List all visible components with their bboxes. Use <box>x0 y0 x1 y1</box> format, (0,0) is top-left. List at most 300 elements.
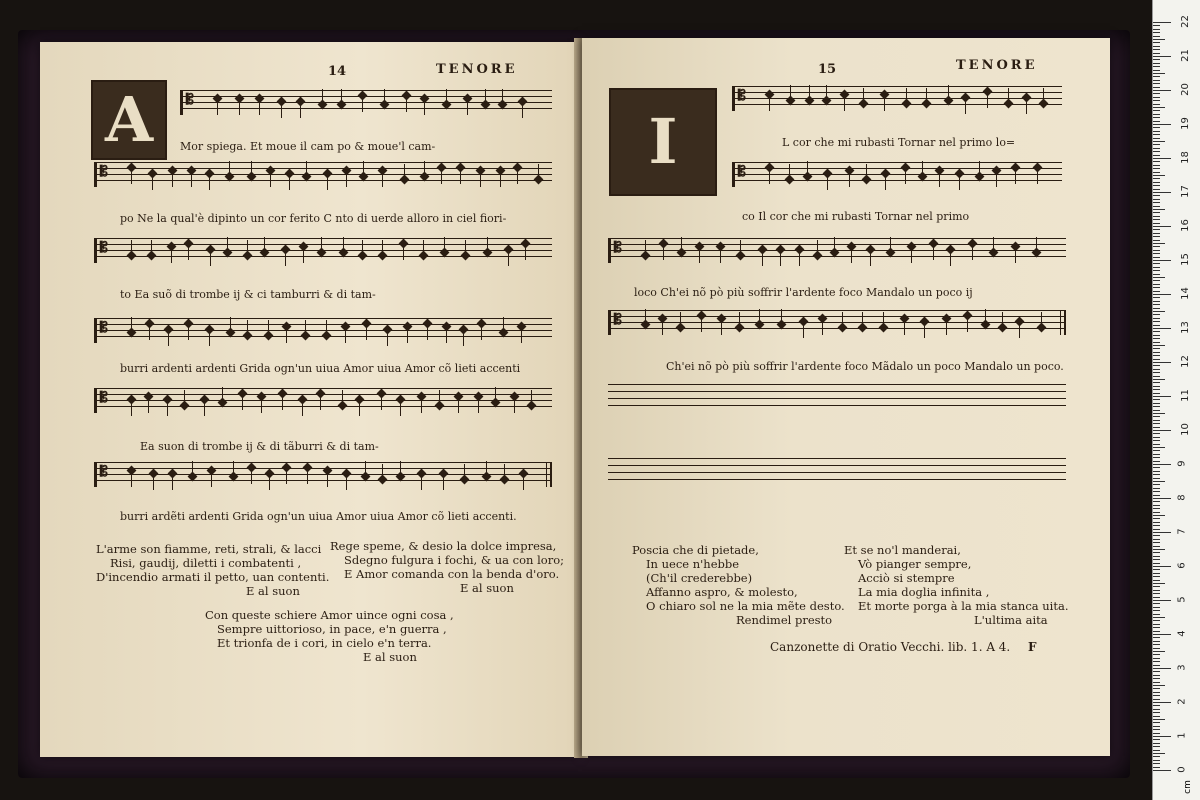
ruler-tick <box>1153 393 1160 394</box>
ruler-tick <box>1153 168 1160 169</box>
note-stem <box>439 390 440 404</box>
note-stem <box>503 317 504 331</box>
ruler-tick <box>1153 226 1171 227</box>
note-stem <box>423 240 424 254</box>
note-stem <box>842 312 843 326</box>
note-stem <box>769 97 770 111</box>
note-stem <box>446 329 447 343</box>
ruler-tick <box>1153 552 1160 553</box>
note-stem <box>1043 88 1044 102</box>
ruler-tick <box>1153 474 1160 475</box>
ruler-tick <box>1153 699 1160 700</box>
note-stem <box>167 402 168 416</box>
ruler-tick <box>1153 491 1160 492</box>
ruler-label: 13 <box>1179 321 1191 334</box>
ruler-label: 7 <box>1176 528 1188 535</box>
ruler-tick <box>1153 199 1160 200</box>
ruler-tick <box>1153 600 1171 601</box>
ruler-tick <box>1153 464 1171 465</box>
ruler-label: 16 <box>1179 219 1191 232</box>
c-clef-icon: 𝄡 <box>738 88 746 104</box>
ruler-tick <box>1153 746 1160 747</box>
left-page-number: 14 <box>328 64 347 79</box>
ruler-tick <box>1153 297 1160 298</box>
ruler-label: 15 <box>1179 253 1191 266</box>
note-stem <box>151 240 152 254</box>
ruler-tick <box>1153 192 1171 193</box>
ruler-tick <box>1153 501 1160 502</box>
note-stem <box>400 402 401 416</box>
c-clef-icon: 𝄡 <box>100 464 108 480</box>
ruler-tick <box>1153 610 1160 611</box>
ruler-tick <box>1153 59 1160 60</box>
right-stanza-2: Et se no'l manderai, Vò pianger sempre, Acciò si stempre La mia doglia infinita , Et morte porga à la mia stanca uita. L'ultima aita <box>844 543 1069 627</box>
ruler-tick <box>1153 753 1165 754</box>
note-stem <box>481 326 482 340</box>
note-stem <box>500 173 501 187</box>
left-staff-6 <box>94 462 552 486</box>
note-stem <box>911 249 912 263</box>
ruler-tick <box>1153 93 1160 94</box>
ruler-tick <box>1153 338 1160 339</box>
note-stem <box>781 309 782 323</box>
note-stem <box>222 387 223 401</box>
ruler-tick <box>1153 634 1171 635</box>
note-stem <box>305 320 306 334</box>
ruler-tick <box>1153 246 1160 247</box>
ruler-tick <box>1153 165 1160 166</box>
ruler-tick <box>1153 36 1160 37</box>
ruler-tick <box>1153 365 1160 366</box>
ruler-tick <box>1153 668 1171 669</box>
note-stem <box>282 396 283 410</box>
ruler-tick <box>1153 512 1160 513</box>
ruler-tick <box>1153 729 1160 730</box>
ruler-tick <box>1153 250 1160 251</box>
note-stem <box>382 173 383 187</box>
ruler-tick <box>1153 495 1160 496</box>
ruler-tick <box>1153 525 1160 526</box>
note-stem <box>508 252 509 266</box>
ruler-label: 2 <box>1176 698 1188 705</box>
ruler-tick <box>1153 189 1160 190</box>
ruler-tick <box>1153 593 1160 594</box>
ruler-tick <box>1153 576 1160 577</box>
note-stem <box>460 170 461 184</box>
note-stem <box>1015 170 1016 184</box>
ruler-tick <box>1153 182 1160 183</box>
ruler-tick <box>1153 423 1160 424</box>
note-stem <box>268 320 269 334</box>
ruler-tick <box>1153 433 1160 434</box>
ruler-tick <box>1153 478 1160 479</box>
ruler-tick <box>1153 658 1160 659</box>
ruler-tick <box>1153 42 1160 43</box>
ruler-label: 9 <box>1176 460 1188 467</box>
ruler-tick <box>1153 586 1160 587</box>
note-stem <box>926 88 927 102</box>
ruler-tick <box>1153 291 1160 292</box>
note-stem <box>965 100 966 114</box>
note-stem <box>826 85 827 99</box>
left-stanza-2: Rege speme, & desio la dolce impresa, Sdegno fulgura i fochi, & ua con loro; E Amor comanda con la benda d'oro. E al suon <box>330 539 564 595</box>
note-stem <box>862 312 863 326</box>
note-stem <box>341 89 342 103</box>
note-stem <box>131 170 132 184</box>
note-stem <box>233 461 234 475</box>
ruler-tick <box>1153 107 1165 108</box>
ruler-tick <box>1153 257 1160 258</box>
c-clef-icon: 𝄡 <box>614 312 622 328</box>
ruler-tick <box>1153 308 1160 309</box>
note-stem <box>346 476 347 490</box>
note-stem <box>229 161 230 175</box>
ruler-tick <box>1153 110 1160 111</box>
ruler-tick <box>1153 270 1160 271</box>
note-stem <box>790 85 791 99</box>
ruler-tick <box>1153 158 1171 159</box>
ruler-tick <box>1153 223 1160 224</box>
ruler-tick <box>1153 151 1160 152</box>
ruler-tick <box>1153 229 1160 230</box>
ruler-label: 3 <box>1176 664 1188 671</box>
note-stem <box>209 176 210 190</box>
ruler-tick <box>1153 559 1160 560</box>
ruler-tick <box>1153 739 1160 740</box>
note-stem <box>663 246 664 260</box>
note-stem <box>382 240 383 254</box>
note-stem <box>1036 237 1037 251</box>
note-stem <box>905 170 906 184</box>
ruler-tick <box>1153 236 1160 237</box>
note-stem <box>247 240 248 254</box>
ruler-tick <box>1153 661 1160 662</box>
note-stem <box>645 240 646 254</box>
ruler-tick <box>1153 100 1160 101</box>
note-stem <box>478 399 479 413</box>
note-stem <box>762 252 763 266</box>
note-stem <box>149 326 150 340</box>
note-stem <box>406 98 407 112</box>
note-stem <box>322 89 323 103</box>
note-stem <box>210 252 211 266</box>
ruler-tick <box>1153 627 1160 628</box>
note-stem <box>849 173 850 187</box>
note-stem <box>933 246 934 260</box>
right-staff-1 <box>732 86 1062 110</box>
note-stem <box>1037 170 1038 184</box>
ruler-tick <box>1153 675 1160 676</box>
note-stem <box>363 161 364 175</box>
ruler-tick <box>1153 399 1160 400</box>
ruler-tick <box>1153 294 1171 295</box>
ruler-tick <box>1153 379 1165 380</box>
note-stem <box>168 332 169 346</box>
ruler-tick <box>1153 736 1171 737</box>
note-stem <box>343 237 344 251</box>
ruler-tick <box>1153 348 1160 349</box>
note-stem <box>192 461 193 475</box>
ruler-tick <box>1153 117 1160 118</box>
ruler-tick <box>1153 631 1160 632</box>
signature-mark: F <box>1028 640 1037 654</box>
note-stem <box>261 399 262 413</box>
ruler-tick <box>1153 311 1165 312</box>
right-lyric-2: co Il cor che mi rubasti Tornar nel primo <box>742 210 970 223</box>
ruler-tick <box>1153 359 1160 360</box>
ruler-label: 17 <box>1179 185 1191 198</box>
ruler-tick <box>1153 508 1160 509</box>
note-stem <box>485 89 486 103</box>
right-voice-label: TENORE <box>956 58 1038 73</box>
ruler-tick <box>1153 321 1160 322</box>
ruler-tick <box>1153 63 1160 64</box>
note-stem <box>645 309 646 323</box>
note-stem <box>302 402 303 416</box>
ruler-tick <box>1153 437 1160 438</box>
note-stem <box>467 101 468 115</box>
note-stem <box>863 88 864 102</box>
left-stanza-3: Con queste schiere Amor uince ogni cosa , Sempre uittorioso, in pace, e'n guerra , Et trionfa de i cori, in cielo e'n terra. E al suon <box>205 608 454 664</box>
note-stem <box>789 164 790 178</box>
ruler-tick <box>1153 614 1160 615</box>
note-stem <box>504 464 505 478</box>
ruler-tick <box>1153 692 1160 693</box>
ruler-tick <box>1153 467 1160 468</box>
ruler-tick <box>1153 104 1160 105</box>
ruler-tick <box>1153 471 1160 472</box>
note-stem <box>822 321 823 335</box>
right-lyric-3: loco Ch'ei nõ pò più soffrir l'ardente foco Mandalo un poco ij <box>634 286 973 299</box>
ruler-tick <box>1153 648 1160 649</box>
note-stem <box>321 237 322 251</box>
ruler-tick <box>1153 263 1160 264</box>
note-stem <box>148 399 149 413</box>
note-stem <box>327 473 328 487</box>
ruler-tick <box>1153 134 1160 135</box>
empty-staff-1 <box>608 384 1066 412</box>
ruler-tick <box>1153 219 1160 220</box>
note-stem <box>1026 100 1027 114</box>
note-stem <box>286 329 287 343</box>
right-stanza-1: Poscia che di pietade, In uece n'hebbe (Ch'il crederebbe) Affanno aspro, & molesto, O chiaro sol ne la mia mẽte desto. Rendimel presto <box>632 543 845 627</box>
note-stem <box>890 237 891 251</box>
ruler-tick <box>1153 597 1160 598</box>
left-lyric-3: to Ea suõ di trombe ij & ci tamburri & di tam- <box>120 288 376 301</box>
ruler-tick <box>1153 722 1160 723</box>
ruler-tick <box>1153 49 1160 50</box>
note-stem <box>281 104 282 118</box>
ruler-tick <box>1153 240 1160 241</box>
ruler-tick <box>1153 172 1160 173</box>
note-stem <box>866 164 867 178</box>
note-stem <box>681 237 682 251</box>
ruler-tick <box>1153 124 1171 125</box>
ruler-label: 12 <box>1179 355 1191 368</box>
ruler-tick <box>1153 590 1160 591</box>
ruler-tick <box>1153 580 1160 581</box>
c-clef-icon: 𝄡 <box>100 390 108 406</box>
ruler-tick <box>1153 440 1160 441</box>
note-stem <box>362 240 363 254</box>
ruler-tick <box>1153 726 1160 727</box>
ruler-tick <box>1153 569 1160 570</box>
ruler-tick <box>1153 406 1160 407</box>
note-stem <box>227 237 228 251</box>
note-stem <box>740 240 741 254</box>
left-voice-label: TENORE <box>436 62 518 77</box>
left-staff-4 <box>94 318 552 342</box>
note-stem <box>987 94 988 108</box>
note-stem <box>211 473 212 487</box>
note-stem <box>188 326 189 340</box>
ruler-tick <box>1153 702 1171 703</box>
note-stem <box>495 387 496 401</box>
left-lyric-1: Mor spiega. Et moue il cam po & moue'l cam- <box>180 140 436 153</box>
note-stem <box>769 170 770 184</box>
ruler-tick <box>1153 280 1160 281</box>
ruler-tick <box>1153 447 1165 448</box>
ruler-tick <box>1153 138 1160 139</box>
ruler-unit: cm <box>1182 780 1193 794</box>
ruler-tick <box>1153 427 1160 428</box>
ruler-label: 10 <box>1179 423 1191 436</box>
note-stem <box>759 309 760 323</box>
ruler-tick <box>1153 716 1160 717</box>
ruler-label: 20 <box>1179 83 1191 96</box>
ruler-tick <box>1153 66 1160 67</box>
ruler-label: 6 <box>1176 562 1188 569</box>
note-stem <box>885 176 886 190</box>
ruler-label: 4 <box>1176 630 1188 637</box>
ruler-tick <box>1153 274 1160 275</box>
ruler-tick <box>1153 29 1160 30</box>
ruler-tick <box>1153 185 1160 186</box>
note-stem <box>251 470 252 484</box>
ruler-tick <box>1153 25 1160 26</box>
note-stem <box>680 312 681 326</box>
note-stem <box>531 390 532 404</box>
ruler-tick <box>1153 389 1160 390</box>
ruler-tick <box>1153 325 1160 326</box>
note-stem <box>939 173 940 187</box>
note-stem <box>1015 249 1016 263</box>
note-stem <box>739 312 740 326</box>
note-stem <box>365 461 366 475</box>
note-stem <box>421 476 422 490</box>
note-stem <box>441 170 442 184</box>
note-stem <box>1002 312 1003 326</box>
ruler-tick <box>1153 301 1160 302</box>
ruler-tick <box>1153 695 1160 696</box>
ruler-tick <box>1153 603 1160 604</box>
ruler-tick <box>1153 260 1171 261</box>
ruler-tick <box>1153 304 1160 305</box>
ruler-tick <box>1153 461 1160 462</box>
note-stem <box>259 101 260 115</box>
ruler-label: 1 <box>1176 732 1188 739</box>
ruler-tick <box>1153 767 1160 768</box>
note-stem <box>517 170 518 184</box>
note-stem <box>404 164 405 178</box>
ruler-tick <box>1153 481 1165 482</box>
note-stem <box>172 173 173 187</box>
c-clef-icon: 𝄡 <box>100 164 108 180</box>
ruler-tick <box>1153 549 1165 550</box>
ruler-tick <box>1153 644 1160 645</box>
ruler-label: 0 <box>1176 766 1188 773</box>
ruler-tick <box>1153 529 1160 530</box>
note-stem <box>721 321 722 335</box>
ruler-tick <box>1153 195 1160 196</box>
note-stem <box>807 161 808 175</box>
ruler-tick <box>1153 583 1165 584</box>
note-stem <box>239 101 240 115</box>
ruler-tick <box>1153 70 1160 71</box>
note-stem <box>188 246 189 260</box>
note-stem <box>522 104 523 118</box>
note-stem <box>486 461 487 475</box>
note-stem <box>525 246 526 260</box>
note-stem <box>320 396 321 410</box>
ruler-tick <box>1153 488 1160 489</box>
note-stem <box>870 252 871 266</box>
ruler-tick <box>1153 542 1160 543</box>
ruler-tick <box>1153 750 1160 751</box>
ruler-tick <box>1153 430 1171 431</box>
note-stem <box>904 321 905 335</box>
note-stem <box>959 176 960 190</box>
note-stem <box>809 85 810 99</box>
book-footer: Canzonette di Oratio Vecchi. lib. 1. A 4. <box>770 640 1011 654</box>
ruler-tick <box>1153 83 1160 84</box>
note-stem <box>799 252 800 266</box>
ruler-tick <box>1153 607 1160 608</box>
ruler-tick <box>1153 216 1160 217</box>
c-clef-icon: 𝄡 <box>186 92 194 108</box>
note-stem <box>421 399 422 413</box>
ruler-tick <box>1153 277 1165 278</box>
left-lyric-6: burri ardẽti ardenti Grida ogn'un uiua Amor uiua Amor cõ lieti accenti. <box>120 510 517 523</box>
note-stem <box>780 252 781 266</box>
ruler-tick <box>1153 253 1160 254</box>
ruler-tick <box>1153 76 1160 77</box>
note-stem <box>427 326 428 340</box>
ruler-label: 19 <box>1179 117 1191 130</box>
note-stem <box>172 476 173 490</box>
note-stem <box>487 237 488 251</box>
note-stem <box>514 399 515 413</box>
ruler-tick <box>1153 46 1160 47</box>
ruler-tick <box>1153 665 1160 666</box>
ruler-tick <box>1153 454 1160 455</box>
ruler-tick <box>1153 178 1160 179</box>
note-stem <box>444 237 445 251</box>
ruler-tick <box>1153 620 1160 621</box>
ruler-label: 22 <box>1179 15 1191 28</box>
ruler-tick <box>1153 284 1160 285</box>
note-stem <box>264 237 265 251</box>
note-stem <box>972 246 973 260</box>
ruler-tick <box>1153 688 1160 689</box>
note-stem <box>152 176 153 190</box>
note-stem <box>131 473 132 487</box>
ruler-tick <box>1153 131 1160 132</box>
measuring-ruler <box>1152 0 1200 800</box>
note-stem <box>946 321 947 335</box>
ruler-label: 21 <box>1179 49 1191 62</box>
right-page <box>582 38 1110 756</box>
